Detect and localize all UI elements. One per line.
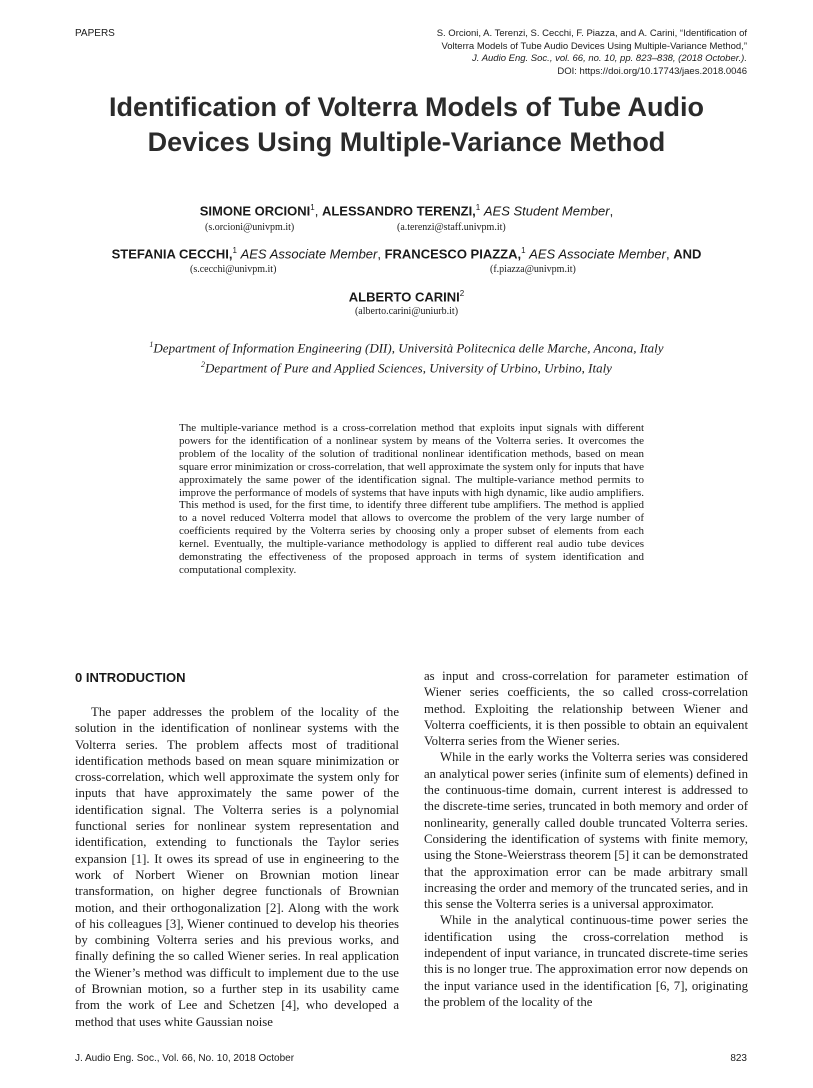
- author-affil-mark: 1: [521, 246, 526, 255]
- author-name: STEFANIA CECCHI,: [111, 246, 233, 262]
- section-label: PAPERS: [75, 28, 115, 39]
- affiliation-line: $^2$Department of Pure and Applied Sciences, University of Urbino, Urbino, Italy: [201, 360, 612, 376]
- author-affil-mark: 1: [475, 203, 481, 212]
- title-line: Identification of Volterra Models of Tube Audio: [109, 92, 704, 122]
- author-line-2: STEFANIA CECCHI,$^1$ AES Associate Member, FRANCESCO PIAZZA,$^1$ AES Associate Member, AND: [111, 246, 702, 262]
- paper-title: [40, 90, 773, 160]
- citation-line: S. Orcioni, A. Terenzi, S. Cecchi, F. Piazza, and A. Carini, “Identification of: [436, 28, 747, 39]
- affiliation-line: $^1$Department of Information Engineering (DII), Università Politecnica delle Marche, Ancona, Italy: [149, 340, 664, 356]
- affiliations: [40, 336, 773, 377]
- abstract: The multiple-variance method is a cross-correlation method that exploits input signals with different powers for the identification of a nonlinear system by means of the Volterra series. It overcomes the problem of the locality of the solution of traditional nonlinear identification methods, based on mean square error minimization or cross-correlation, that well approximate the system only for inputs that have approximately the same power of the identification signal. The multiple-variance method permits to improve the performance of models of systems that have inputs with high dynamic, like audio amplifiers. This method is used, for the first time, to identify three different tube amplifiers. The method is applied to a novel reduced Volterra model that allows to overcome the problem of the very large number of coefficients required by the Volterra series by choosing only a proper subset of elements from each kernel. Eventually, the multiple-variance methodology is applied to different real audio tube devices demonstrating the effectiveness of the proposed approach in terms of system identification and computational complexity.: [179, 422, 644, 576]
- section-heading-introduction: 0 INTRODUCTION: [75, 670, 186, 685]
- author-name: ALBERTO CARINI: [348, 289, 460, 305]
- author-role: AES Student Member: [483, 203, 610, 219]
- right-column: [424, 668, 748, 1010]
- author-role: AES Associate Member: [529, 246, 666, 262]
- author-affil-mark: 1: [310, 203, 315, 212]
- author-line-1: SIMONE ORCIONI$^1$, ALESSANDRO TERENZI,$^1$ AES Student Member,: [199, 203, 614, 219]
- body-paragraph: as input and cross-correlation for parameter estimation of Wiener series coefficients, the so called cross-correlation method. Exploiting the relationship between Wiener and Volterra coefficients, it is then possible to obtain an equivalent Volterra series from the Wiener series.: [424, 669, 748, 749]
- author-line-3: [40, 289, 773, 304]
- author-email[interactable]: (alberto.carini@uniurb.it): [354, 306, 459, 317]
- page-number: 823: [730, 1053, 747, 1064]
- author-name: FRANCESCO PIAZZA,: [384, 246, 522, 262]
- author-email[interactable]: (a.terenzi@staff.univpm.it): [397, 222, 506, 233]
- author-email[interactable]: (s.orcioni@univpm.it): [205, 222, 295, 233]
- author-name: SIMONE ORCIONI: [199, 203, 311, 219]
- author-name: ALESSANDRO TERENZI,: [321, 203, 476, 219]
- citation-line: J. Audio Eng. Soc., vol. 66, no. 10, pp. 823–838, (2018 October.).: [472, 53, 747, 64]
- author-role: AES Associate Member: [240, 246, 378, 262]
- author-affil-mark: 2: [459, 289, 465, 298]
- author-email[interactable]: (s.cecchi@univpm.it): [190, 264, 277, 275]
- author-email[interactable]: (f.piazza@univpm.it): [490, 264, 576, 275]
- left-column: [75, 704, 399, 1030]
- author-affil-mark: 1: [232, 246, 237, 255]
- citation-line: Volterra Models of Tube Audio Devices Using Multiple-Variance Method,”: [441, 40, 747, 52]
- body-paragraph: While in the early works the Volterra series was considered an analytical power series (infinite sum of elements) defined in the continuous-time domain, current interest is addressed to the discrete-time series, truncated in both memory and order of nonlinearity, generally called double truncated Volterra series. Considering the identification of systems with finite memory, using the Stone-Weierstrass theorem [5] it can be demonstrated that the approximation error can be made arbitrary small increasing the order and memory of the truncated series, and in this sense the Volterra series is a universal approximator.: [424, 750, 748, 912]
- footer-journal: J. Audio Eng. Soc., Vol. 66, No. 10, 2018 October: [75, 1053, 295, 1064]
- body-paragraph: The paper addresses the problem of the locality of the solution in the identification of nonlinear systems with the Volterra series. The problem affects most of traditional identification methods based on mean square minimization or cross-correlation, which well approximate the system only for inputs that have approximately the same power of the identification signal. The Volterra series is a polynomial functional series for nonlinear system representation and identification, extending to functionals the Taylor series expansion [1]. It owes its spread of use in engineering to the work of Norbert Wiener on Brownian motion linear transformation, on higher degree functionals of Brownian motion, and their orthogonalization [2]. Along with the work of his colleagues [3], Wiener continued to develop his theories by combining Volterra series and his previous works, and finally defining the so called Wiener series. In real application the Wiener’s method was difficult to implement due to the use of Brownian motion, so a further step in its usability came from the work of Lee and Schetzen [4], who developed a method that uses white Gaussian noise: [75, 705, 399, 1029]
- body-paragraph: While in the analytical continuous-time power series the identification using the cross-correlation method is independent of input variance, in truncated discrete-time series this is no longer true. The approximation error now depends on the input variance used in the identification [6, 7], originating the problem of the locality of the: [424, 913, 748, 1009]
- title-line: Devices Using Multiple-Variance Method: [147, 127, 666, 157]
- doi-link[interactable]: DOI: https://doi.org/10.17743/jaes.2018.0046: [557, 65, 747, 77]
- author-conjunction: AND: [673, 246, 702, 262]
- citation-block: [347, 28, 747, 78]
